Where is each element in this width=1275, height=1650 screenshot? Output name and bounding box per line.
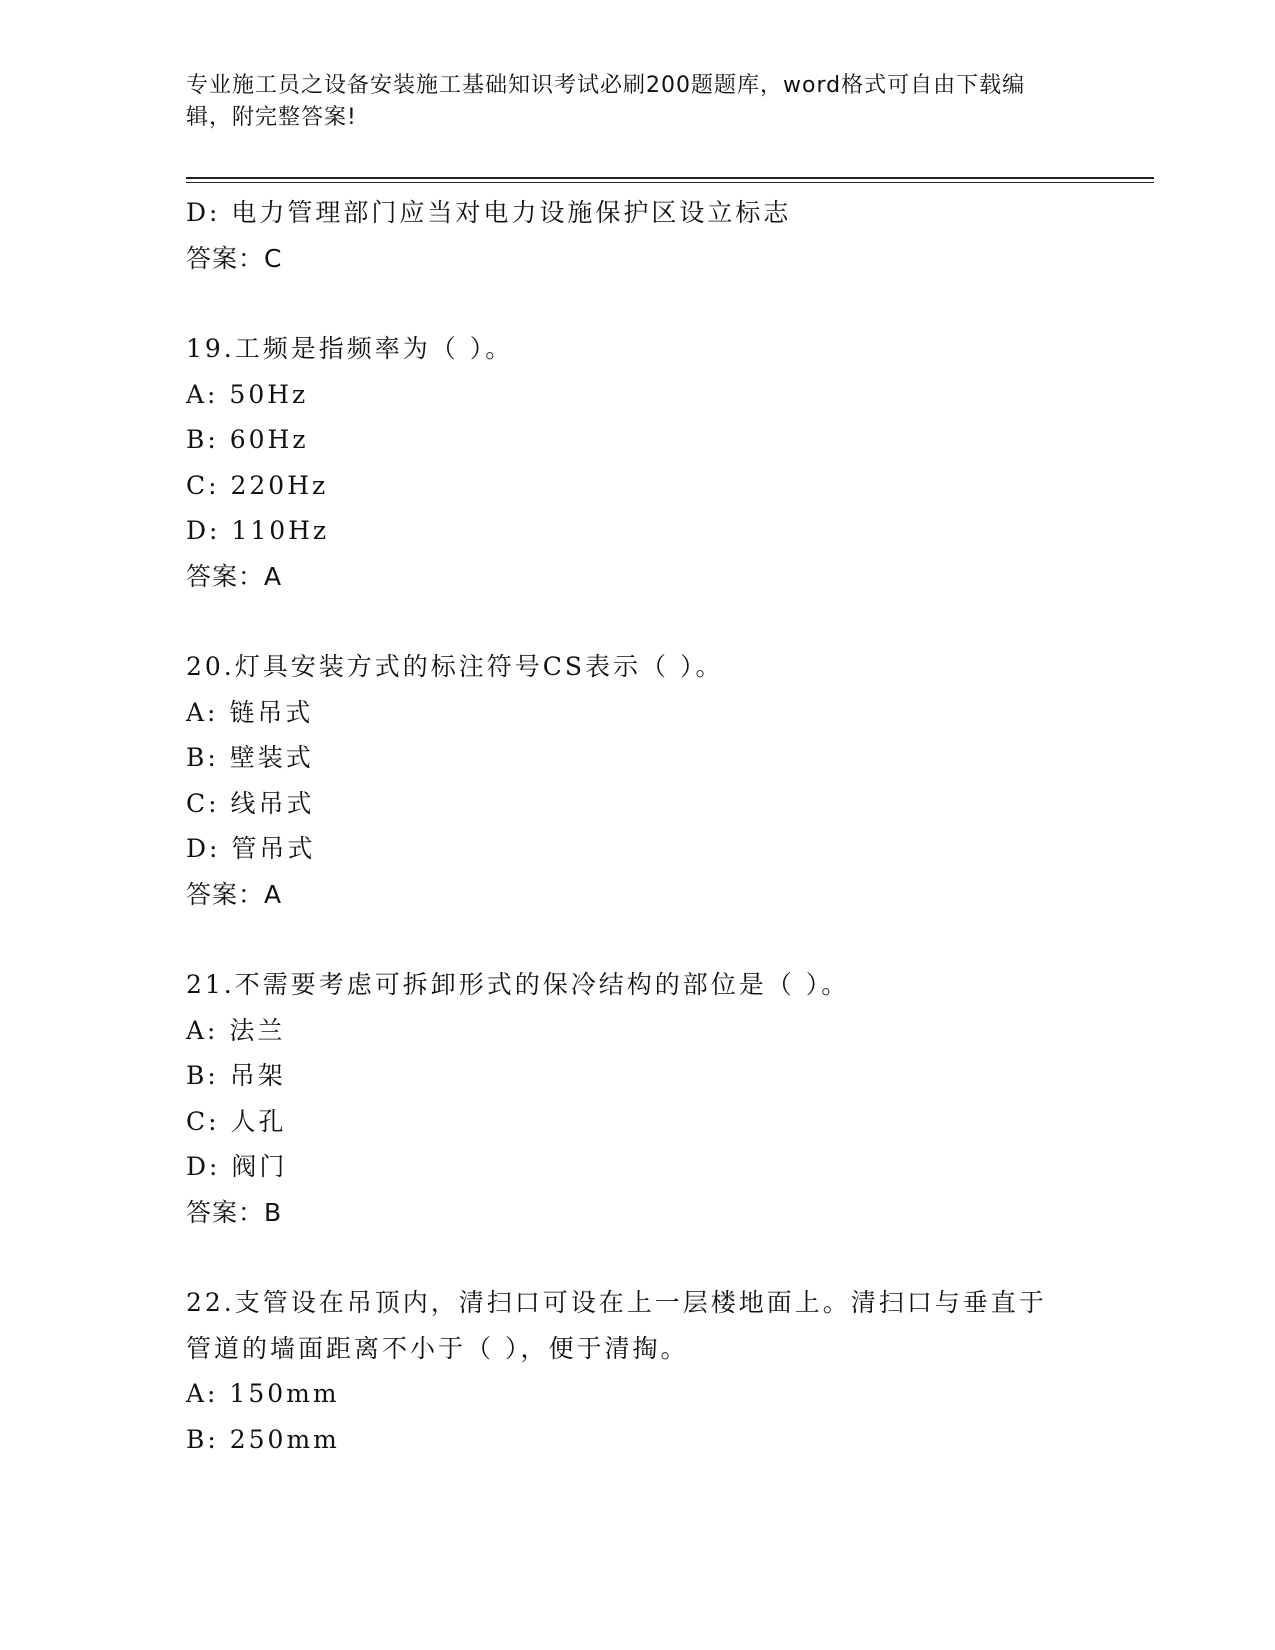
option-d: D: 电力管理部门应当对电力设施保护区设立标志	[186, 198, 792, 227]
option-b: B: 吊架	[186, 1061, 286, 1090]
answer: 答案：C	[186, 243, 283, 273]
option-c: C: 220Hz	[186, 470, 329, 500]
question-content	[186, 190, 1086, 1462]
option-a: A: 链吊式	[186, 697, 314, 727]
question-stem-line-2: 管道的墙面距离不小于（ ），便于清掏。	[186, 1333, 689, 1363]
option-a: A: 法兰	[186, 1015, 286, 1045]
option-b: B: 60Hz	[186, 425, 309, 454]
option-a: A: 150mm	[186, 1379, 340, 1408]
question-stem: 21.不需要考虑可拆卸形式的保冷结构的部位是（ ）。	[186, 970, 850, 999]
answer: 答案：A	[186, 561, 283, 591]
option-b: B: 壁装式	[186, 743, 314, 772]
header-divider-thick	[186, 177, 1154, 179]
option-a: A: 50Hz	[186, 379, 309, 409]
option-b: B: 250mm	[186, 1424, 340, 1454]
option-c: C: 人孔	[186, 1106, 287, 1136]
option-d: D: 管吊式	[186, 834, 316, 863]
question-stem-line-1: 22.支管设在吊顶内，清扫口可设在上一层楼地面上。清扫口与垂直于	[186, 1288, 1047, 1317]
answer: 答案：A	[186, 879, 283, 909]
answer: 答案：B	[186, 1197, 283, 1227]
header-divider-thin	[186, 182, 1154, 183]
option-d: D: 110Hz	[186, 516, 330, 545]
question-stem: 19.工频是指频率为（ ）。	[186, 334, 514, 363]
document-header: 专业施工员之设备安装施工基础知识考试必刷200题题库，word格式可自由下载编辑，附完整答案!	[186, 73, 1026, 130]
option-c: C: 线吊式	[186, 788, 315, 818]
question-stem: 20.灯具安装方式的标注符号CS表示（ ）。	[186, 652, 724, 681]
option-d: D: 阀门	[186, 1152, 288, 1181]
